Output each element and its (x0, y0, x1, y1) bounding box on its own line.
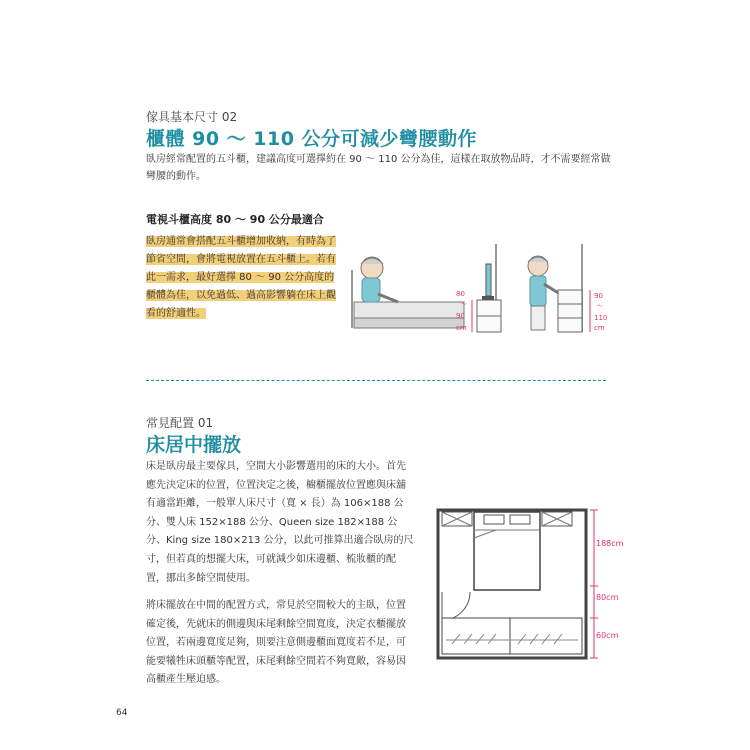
dimension-text: 188cm (596, 539, 624, 548)
highlighted-text: 臥房通常會搭配五斗櫃增加收納，有時為了節省空間，會將電視放置在五斗櫃上。若有此一需求，最好選擇 80 ～ 90 公分高度的櫃體為佳，以免過低、過高影響躺在床上觀看的舒適性。 (146, 236, 336, 319)
section-label: 傢具基本尺寸 02 (146, 110, 238, 124)
section-divider (146, 380, 606, 381)
dresser (558, 290, 582, 332)
pillow (510, 515, 530, 524)
bed-base (354, 318, 464, 328)
cabinet-height-illustration (346, 232, 616, 342)
dimension-text: 110 (594, 314, 608, 322)
dimension-text: cm (594, 324, 605, 332)
page-number: 64 (116, 708, 128, 718)
dimension-text: ～ (596, 302, 603, 310)
dimension-text: 80 (456, 290, 465, 298)
body-paragraph: 將床擺放在中間的配置方式，常見於空間較大的主臥，位置確定後，先就床的側邊與床尾剩餘空間寬度，決定衣櫃擺放位置，若兩邊寬度足夠，則要注意側邊櫃面寬度若不足，可能要犧牲床頭櫃等配置，床尾剩餘空間若不夠寬敞，容易因高櫃產生壓迫感。 (146, 600, 406, 686)
body-paragraph: 床是臥房最主要傢具，空間大小影響選用的床的大小。首先應先決定床的位置，位置決定之後，櫥櫃擺放位置應與床舖有適當距離，一般單人床尺寸（寬 × 長）為 106×188 公分、雙人床 152×188 公分、Queen size 182×188 公分、King size 180×213 公分，以此可推算出適合臥房的尺寸，但若真的想擺大床，可就減少如床邊櫃、梳妝櫃的配置，挪出多餘空間使用。 (146, 461, 414, 584)
subheading-paragraph (146, 233, 344, 323)
bed-mattress (354, 302, 464, 318)
standing-person-icon (528, 256, 560, 330)
dimension-text: 90 (594, 292, 603, 300)
person-on-bed-icon (361, 257, 398, 302)
bedroom-floor-plan (430, 500, 630, 670)
subheading: 電視斗櫃高度 80 ～ 90 公分最適合 (146, 213, 324, 226)
intro-paragraph: 臥房經常配置的五斗櫃，建議高度可選擇約在 90 ～ 110 公分為佳，這樣在取放物品時，才不需要經常做彎腰的動作。 (146, 154, 611, 182)
dimension-text: 80cm (596, 593, 619, 602)
section-label: 常見配置 01 (146, 416, 214, 430)
tv-icon (482, 264, 494, 300)
section-title: 櫃體 90 ～ 110 公分可減少彎腰動作 (146, 128, 478, 150)
dimension-text: 60cm (596, 631, 619, 640)
dimension-text: 90 (456, 312, 465, 320)
dimension-text: ～ (460, 300, 467, 308)
pillow (484, 515, 504, 524)
dimension-text: cm (456, 324, 467, 332)
section-title: 床居中擺放 (146, 434, 242, 456)
